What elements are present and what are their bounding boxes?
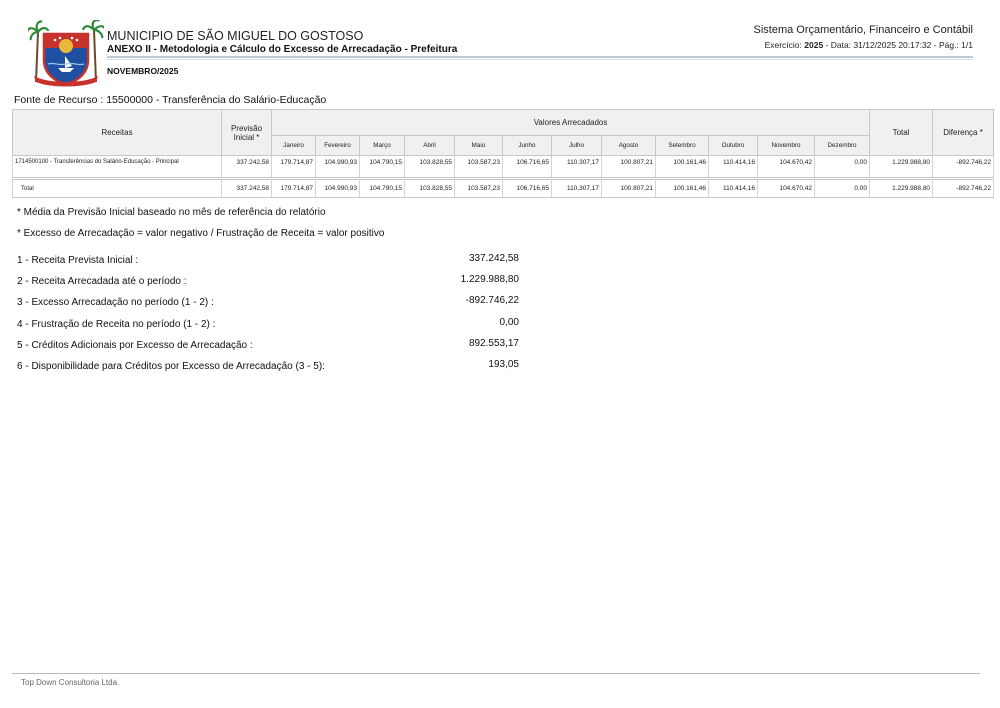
header-rule-secondary: [107, 59, 973, 60]
diferenca-value: -892.746,22: [933, 180, 994, 198]
summary-label: 5 - Créditos Adicionais por Excesso de Arrecadação :: [17, 340, 253, 351]
month-value: 104.990,93: [316, 156, 360, 178]
system-name: Sistema Orçamentário, Financeiro e Contábil: [753, 24, 973, 36]
month-value: 0,00: [815, 156, 870, 178]
month-header: Março: [360, 136, 405, 156]
note-previsao: * Média da Previsão Inicial baseado no mês de referência do relatório: [17, 207, 326, 218]
month-value: 110.307,17: [552, 156, 602, 178]
footer-rule: [12, 673, 980, 674]
month-value: 104.790,15: [360, 180, 405, 198]
summary-label: 6 - Disponibilidade para Créditos por Excesso de Arrecadação (3 - 5):: [17, 361, 325, 372]
col-header-diferenca: Diferença *: [933, 110, 994, 156]
total-value: 1.229.988,80: [870, 156, 933, 178]
col-header-valores-arrecadados: Valores Arrecadados: [272, 110, 870, 136]
month-value: 110.414,16: [709, 156, 758, 178]
month-header: Maio: [455, 136, 503, 156]
month-value: 100.161,46: [656, 156, 709, 178]
revenue-table: [12, 109, 994, 198]
summary-label: 3 - Excesso Arrecadação no período (1 - 2) :: [17, 297, 214, 308]
month-value: 179.714,87: [272, 156, 316, 178]
month-value: 104.790,15: [360, 156, 405, 178]
total-value: 1.229.988,80: [870, 180, 933, 198]
summary-value: 337.242,58: [468, 253, 519, 264]
month-header: Julho: [552, 136, 602, 156]
resource-source: Fonte de Recurso : 15500000 - Transferência do Salário-Educação: [14, 94, 327, 106]
month-header: Dezembro: [815, 136, 870, 156]
summary-label: 4 - Frustração de Receita no período (1 - 2) :: [17, 319, 216, 330]
month-value: 103.828,55: [405, 180, 455, 198]
col-header-total: Total: [870, 110, 933, 156]
month-value: 104.670,42: [758, 156, 815, 178]
month-header: Setembro: [656, 136, 709, 156]
month-header: Outubro: [709, 136, 758, 156]
month-value: 110.414,16: [709, 180, 758, 198]
summary-label: 1 - Receita Prevista Inicial :: [17, 255, 139, 266]
table-row: [13, 156, 994, 178]
month-header: Fevereiro: [316, 136, 360, 156]
header-rule: [107, 56, 973, 58]
month-header: Agosto: [602, 136, 656, 156]
month-header: Junho: [503, 136, 552, 156]
previsao-value: 337.242,58: [222, 156, 272, 178]
summary-value: -892.746,22: [465, 295, 519, 306]
summary-label: 2 - Receita Arrecadada até o período :: [17, 276, 187, 287]
note-excesso: * Excesso de Arrecadação = valor negativo / Frustração de Receita = valor positivo: [17, 228, 385, 239]
summary-value: 0,00: [499, 317, 519, 328]
previsao-value: 337.242,58: [222, 180, 272, 198]
report-date-page: - Data: 31/12/2025 20:17:32 - Pág.: 1/1: [823, 40, 973, 50]
total-label: Total: [13, 180, 222, 198]
month-value: 100.161,46: [656, 180, 709, 198]
month-value: 103.828,55: [405, 156, 455, 178]
report-month: NOVEMBRO/2025: [107, 66, 179, 76]
month-value: 179.714,87: [272, 180, 316, 198]
month-value: 106.716,65: [503, 156, 552, 178]
month-value: 104.990,93: [316, 180, 360, 198]
summary-value: 193,05: [488, 359, 519, 370]
month-header: Novembro: [758, 136, 815, 156]
footer-company: Top Down Consultoria Ltda.: [21, 678, 120, 687]
col-header-previsao: Previsão Inicial *: [222, 110, 272, 156]
month-value: 103.587,23: [455, 180, 503, 198]
report-title: ANEXO II - Metodologia e Cálculo do Excesso de Arrecadação - Prefeitura: [107, 44, 458, 55]
summary-value: 1.229.988,80: [460, 274, 519, 285]
col-header-receitas: Receitas: [13, 110, 222, 156]
month-header: Abril: [405, 136, 455, 156]
table-total-row: [13, 180, 994, 198]
month-value: 0,00: [815, 180, 870, 198]
exercise-year: 2025: [804, 40, 824, 50]
municipality-name: MUNICIPIO DE SÃO MIGUEL DO GOSTOSO: [107, 29, 364, 43]
municipal-coat-of-arms-logo: [28, 20, 104, 88]
month-value: 106.716,65: [503, 180, 552, 198]
exercise-label: Exercício:: [764, 40, 802, 50]
month-value: 100.807,21: [602, 156, 656, 178]
month-value: 104.670,42: [758, 180, 815, 198]
month-value: 100.807,21: [602, 180, 656, 198]
month-value: 110.307,17: [552, 180, 602, 198]
month-header: Janeiro: [272, 136, 316, 156]
revenue-label: 1714500100 - Transferências do Salário-Educação - Principal: [13, 156, 222, 178]
summary-value: 892.553,17: [468, 338, 519, 349]
report-meta: [765, 40, 973, 50]
diferenca-value: -892.746,22: [933, 156, 994, 178]
month-value: 103.587,23: [455, 156, 503, 178]
